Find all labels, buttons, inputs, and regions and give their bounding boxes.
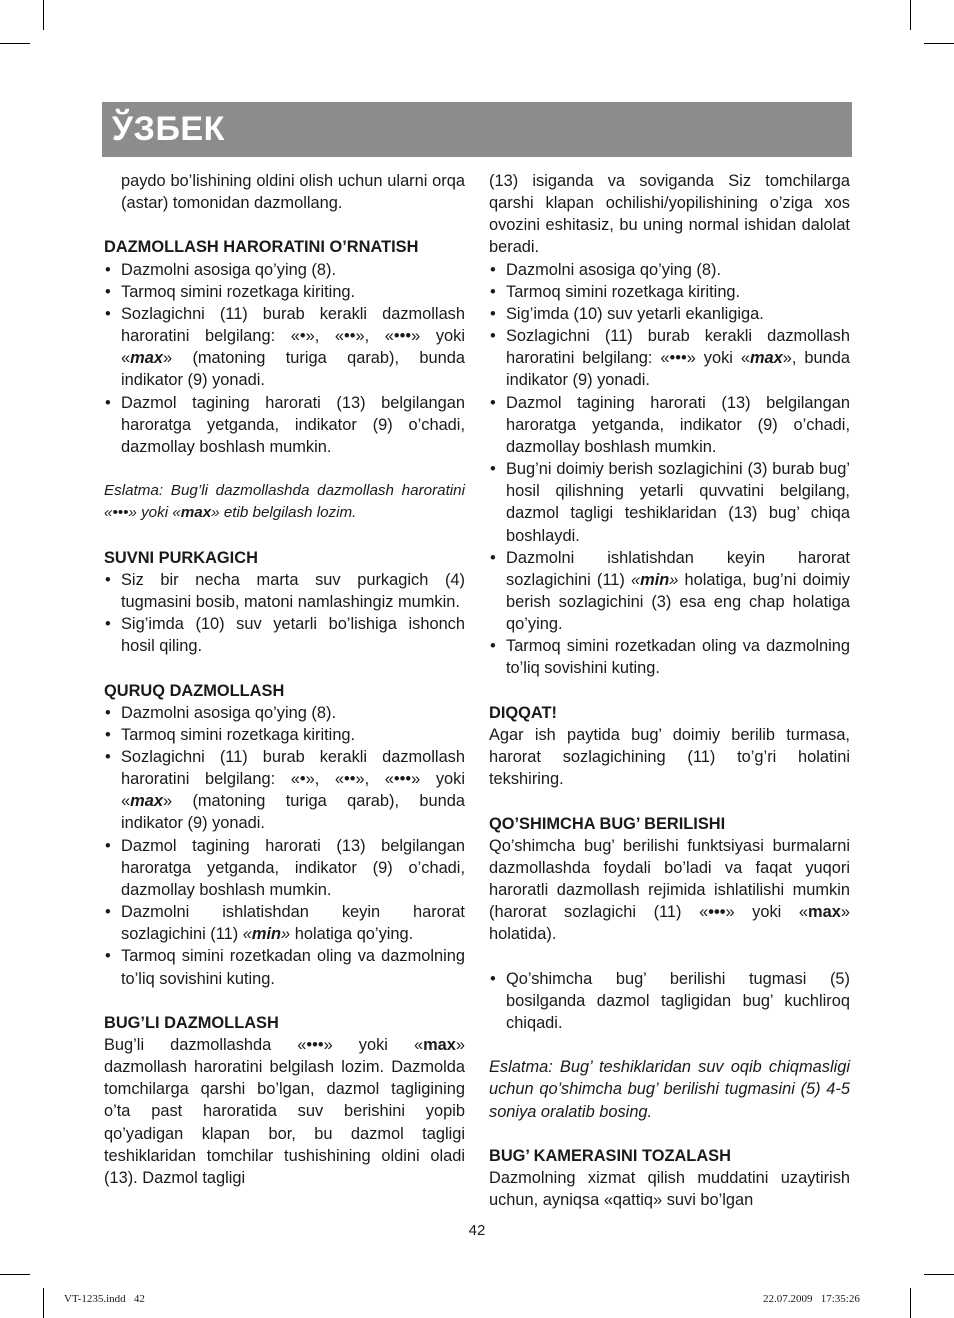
right-column [489, 170, 850, 1211]
section-heading-attention: DIQQAT! [489, 703, 557, 722]
left-column [104, 170, 465, 1189]
crop-mark [43, 0, 44, 30]
list-item: • Sozlagichni (11) burab kerakli dazmollash haroratini belgilang: «•••» yoki «max», bunda indikator (9) yonadi. [489, 325, 850, 391]
list-item: • Dazmol tagining harorati (13) belgilangan haroratga yetganda, indikator (9) o’chadi, dazmollay boshlash mumkin. [104, 392, 465, 458]
attention-text: Agar ish paytida bug’ doimiy berilib turmasa, harorat sozlagichining (11) to’g’ri holatini tekshiring. [489, 725, 850, 789]
page-number: 42 [468, 1222, 486, 1239]
list-item: • Siz bir necha marta suv purkagich (4) tugmasini bosib, matoni namlashingiz mumkin. [104, 569, 465, 613]
list-item: • Dazmol tagining harorati (13) belgilangan haroratga yetganda, indikator (9) o’chadi, dazmollay boshlash mumkin. [104, 835, 465, 901]
print-datetime: 22.07.2009 17:35:26 [763, 1293, 860, 1305]
list-item: • Dazmolni ishlatishdan keyin harorat sozlagichini (11) «min» holatiga, bug’ni doimiy berish sozlagichini (3) esa eng chap holatiga qo’ying. [489, 547, 850, 636]
continued-paragraph: (13) isiganda va soviganda Siz tomchilarga qarshi klapan ochilishi/yopilishining o’ziga xos ovozini eshitasiz, bu uning normal ishidan dalolat beradi. [489, 172, 850, 257]
steam-steps [489, 259, 850, 680]
continued-paragraph: paydo bo’lishining oldini olish uchun ularni orqa (astar) tomonidan dazmollang. [121, 172, 465, 213]
language-title: ЎЗБЕК [112, 110, 225, 148]
dry-ironing-steps [104, 702, 465, 990]
extra-steam-steps [489, 968, 850, 1034]
crop-mark [924, 43, 954, 44]
list-item: • Tarmoq simini rozetkadan oling va dazmolning to’liq sovishini kuting. [104, 945, 465, 989]
language-header-bar [102, 102, 852, 157]
print-file-info: VT-1235.indd 42 [64, 1293, 145, 1305]
list-item: • Dazmolni ishlatishdan keyin harorat sozlagichini (11) «min» holatiga qo’ying. [104, 901, 465, 945]
section-heading-sprayer: SUVNI PURKAGICH [104, 548, 258, 567]
note-steam-temperature: Eslatma: Bug’li dazmollashda dazmollash haroratini «•••» yoki «max» etib belgilash lozim. [104, 482, 465, 522]
steam-ironing-text: Bug’li dazmollashda «•••» yoki «max» dazmollash haroratini belgilash lozim. Dazmolda tomchilarga qarshi bo’lgan, dazmol tagligining o’ta past haroratida suv berishini yopib qo’yadigan klapan bor, bu dazmol tagligi teshiklaridan tomchilar tushishining oldini oladi (13). Dazmol tagligi [104, 1036, 465, 1187]
section-heading-dry-ironing: QURUQ DAZMOLLASH [104, 681, 285, 700]
list-item: • Bug’ni doimiy berish sozlagichini (3) burab bug’ hosil qilishning yetarli quvvatini belgilang, dazmol tagligi teshiklaridan (13) bug’ chiqa boshlaydi. [489, 458, 850, 547]
list-item: • Tarmoq simini rozetkaga kiriting. [104, 724, 465, 746]
crop-mark [910, 0, 911, 30]
section-heading-temperature: DAZMOLLASH HARORATINI O’RNATISH [104, 238, 419, 257]
list-item: • Dazmolni asosiga qo’ying (8). [489, 259, 850, 281]
cleaning-text: Dazmolning xizmat qilish muddatini uzaytirish uchun, ayniqsa «qattiq» suvi bo’lgan [489, 1168, 850, 1210]
list-item: • Tarmoq simini rozetkadan oling va dazmolning to’liq sovishini kuting. [489, 635, 850, 679]
crop-mark [0, 43, 30, 44]
crop-mark [0, 1274, 30, 1275]
list-item: • Qo’shimcha bug’ berilishi tugmasi (5) bosilganda dazmol tagligidan bug’ kuchliroq chiqadi. [489, 968, 850, 1034]
temperature-steps [104, 259, 465, 458]
list-item: • Sozlagichni (11) burab kerakli dazmollash haroratini belgilang: «•», «••», «•••» yoki «max» (matoning turiga qarab), bunda indikator (9) yonadi. [104, 746, 465, 835]
crop-mark [924, 1274, 954, 1275]
list-item: • Tarmoq simini rozetkaga kiriting. [489, 281, 850, 303]
list-item: • Dazmol tagining harorati (13) belgilangan haroratga yetganda, indikator (9) o’chadi, dazmollay boshlash mumkin. [489, 392, 850, 458]
section-heading-cleaning: BUG’ KAMERASINI TOZALASH [489, 1146, 731, 1165]
list-item: • Sozlagichni (11) burab kerakli dazmollash haroratini belgilang: «•», «••», «•••» yoki «max» (matoning turiga qarab), bunda indikator (9) yonadi. [104, 303, 465, 392]
crop-mark [910, 1288, 911, 1318]
sprayer-steps [104, 569, 465, 658]
list-item: • Dazmolni asosiga qo’ying (8). [104, 259, 465, 281]
list-item: • Sig’imda (10) suv yetarli ekanligiga. [489, 303, 850, 325]
section-heading-extra-steam: QO’SHIMCHA BUG’ BERILISHI [489, 814, 726, 833]
section-heading-steam-ironing: BUG’LI DAZMOLLASH [104, 1013, 279, 1032]
extra-steam-text: Qo’shimcha bug’ berilishi funktsiyasi burmalarni dazmollashda foydali bo’ladi va faqat yuqori haroratli dazmollash rejimida ishlatilishi mumkin (harorat sozlagichi (11) «•••» yoki «max» holatida). [489, 836, 850, 944]
note-extra-steam: Eslatma: Bug’ teshiklaridan suv oqib chiqmasligi uchun qo’shimcha bug’ berilishi tugmasini (5) 4-5 soniya oralatib bosing. [489, 1058, 850, 1121]
crop-mark [43, 1288, 44, 1318]
list-item: • Dazmolni asosiga qo’ying (8). [104, 702, 465, 724]
list-item: • Sig’imda (10) suv yetarli bo’lishiga ishonch hosil qiling. [104, 613, 465, 657]
list-item: • Tarmoq simini rozetkaga kiriting. [104, 281, 465, 303]
